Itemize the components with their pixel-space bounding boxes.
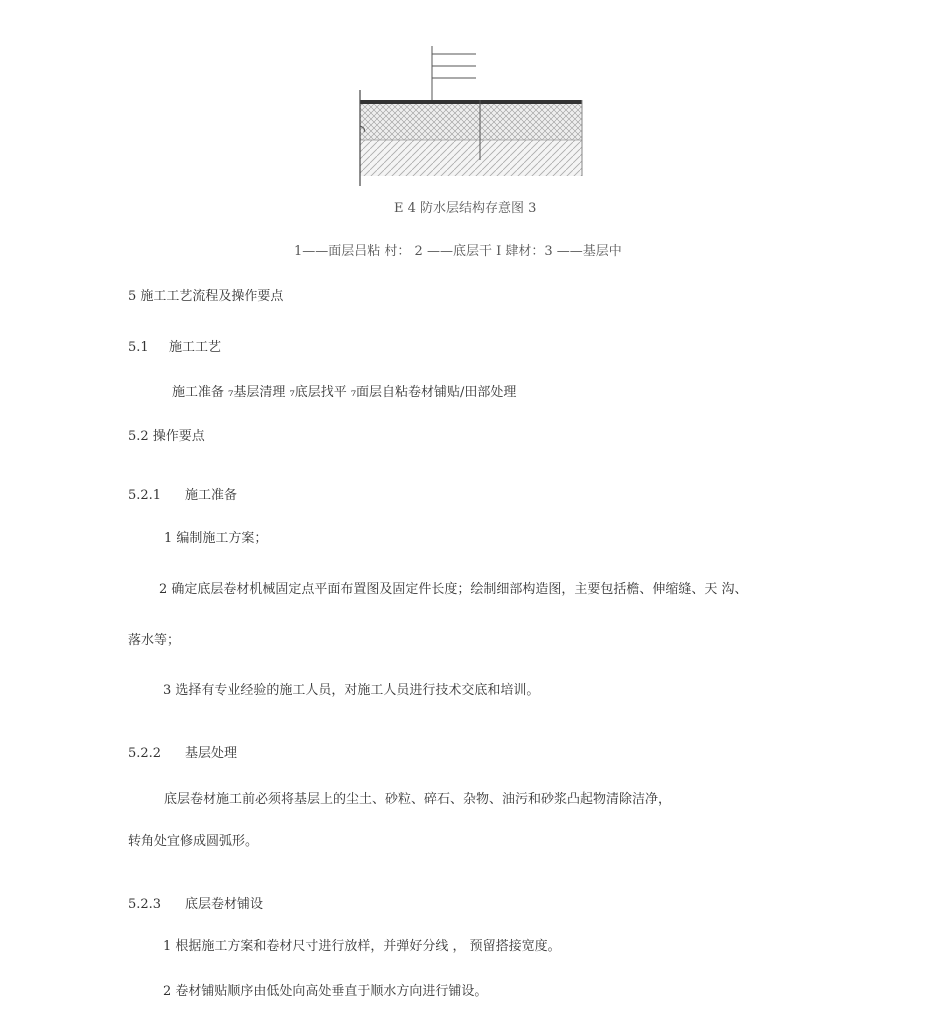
section-5-2-2-title: 基层处理	[185, 746, 238, 761]
section-5-2-2-number: 5.2.2	[128, 746, 162, 761]
bottom-membrane-layer	[360, 104, 582, 140]
base-layer	[360, 140, 582, 176]
prep-item-1: 1 编制施工方案；	[164, 531, 268, 546]
top-membrane-layer	[360, 100, 582, 104]
base-treatment-para: 底层卷材施工前必须将基层上的尘土、砂粒、碎石、杂物、油污和砂浆凸起物清除洁净，	[164, 792, 672, 807]
prep-item-3: 3 选择有专业经验的施工人员，对施工人员进行技术交底和培训。	[163, 683, 540, 698]
section-5-2-heading: 5.2 操作要点	[128, 429, 205, 444]
laying-item-2: 2 卷材铺贴顺序由低处向高处垂直于顺水方向进行铺设。	[163, 984, 488, 999]
base-treatment-para-cont: 转角处宜修成圆弧形。	[128, 834, 259, 849]
prep-item-2-cont: 落水等；	[128, 633, 181, 648]
process-flow-text: 施工准备 ₇基层清理 ₇底层找平 ₇面层自粘卷材铺贴/田部处理	[172, 385, 517, 400]
section-5-1-title: 施工工艺	[169, 340, 222, 355]
section-5-2-1-title: 施工准备	[185, 488, 238, 503]
section-5-2-3-number: 5.2.3	[128, 897, 162, 912]
section-5-2-1-number: 5.2.1	[128, 488, 162, 503]
figure-legend: 1——面层吕粘 村： 2 ——底层干 I 肆材：3 ——基层中	[294, 244, 622, 259]
section-5-1-number: 5.1	[128, 340, 149, 355]
figure-caption: E 4 防水层结构存意图 3	[394, 201, 537, 216]
section-5-heading: 5 施工工艺流程及操作要点	[128, 289, 284, 304]
waterproof-layer-diagram	[356, 44, 584, 188]
prep-item-2: 2 确定底层卷材机械固定点平面布置图及固定件长度；绘制细部构造图，主要包括檐、伸缩缝、天 沟、	[159, 582, 748, 597]
section-5-2-3-title: 底层卷材铺设	[185, 897, 264, 912]
laying-item-1: 1 根据施工方案和卷材尺寸进行放样，并弹好分线 ， 预留搭接宽度。	[163, 939, 561, 954]
